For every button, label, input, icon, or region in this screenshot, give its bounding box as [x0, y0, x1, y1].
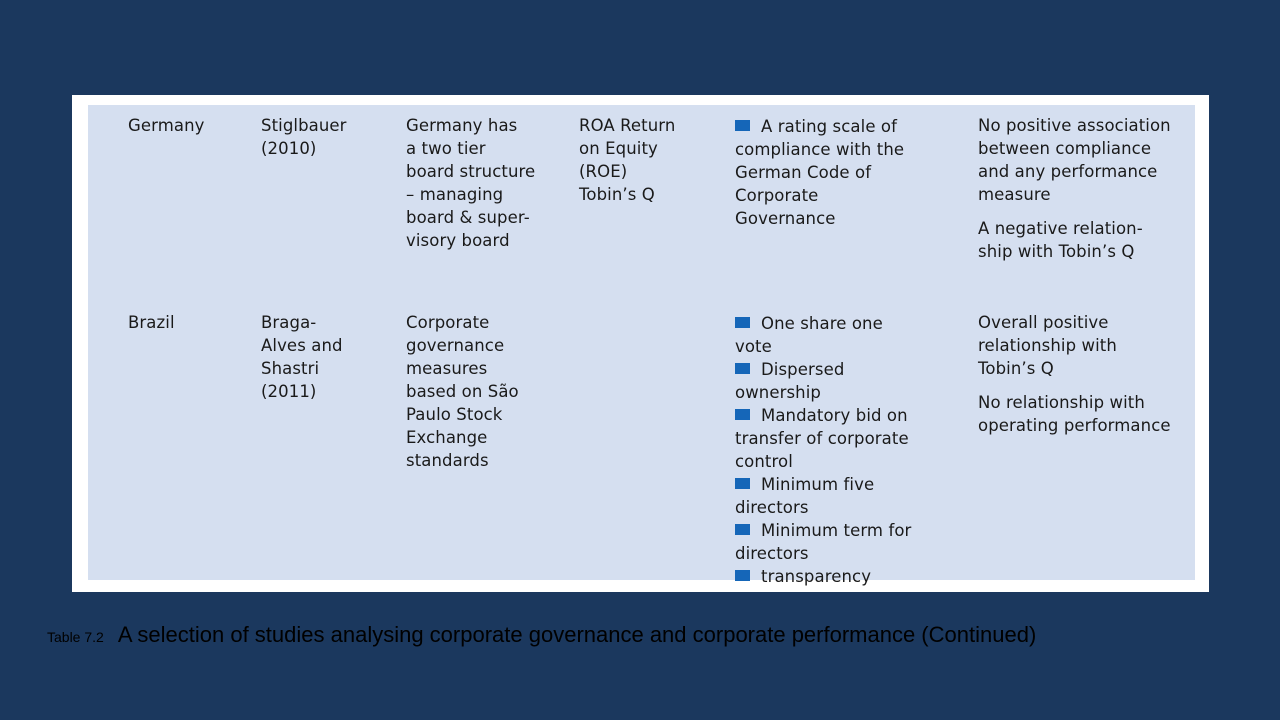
findings-line: Overall positive — [978, 313, 1109, 332]
row-germany-measure — [579, 114, 675, 206]
findings-line: ship with Tobin’s Q — [978, 242, 1135, 261]
country-text: Brazil — [128, 313, 175, 332]
findings-paragraph — [978, 114, 1171, 206]
square-bullet-icon — [735, 524, 750, 535]
country-text: Germany — [128, 116, 205, 135]
measure-line: (ROE) — [579, 162, 628, 181]
governance-bullet — [735, 473, 911, 496]
governance-bullet — [735, 358, 911, 381]
findings-line: measure — [978, 185, 1051, 204]
bullet-text: Governance — [735, 209, 836, 228]
description-line: – managing — [406, 185, 504, 204]
author-line: Stiglbauer — [261, 116, 347, 135]
findings-line: and any performance — [978, 162, 1158, 181]
caption-number: Table 7.2 — [47, 629, 104, 645]
bullet-text: vote — [735, 337, 772, 356]
row-brazil-description — [406, 311, 519, 472]
governance-bullet — [735, 565, 911, 588]
row-brazil-author — [261, 311, 343, 403]
author-line: (2011) — [261, 382, 317, 401]
findings-line: No relationship with — [978, 393, 1145, 412]
square-bullet-icon — [735, 570, 750, 581]
governance-bullet — [735, 404, 911, 427]
caption-title: A selection of studies analysing corporate governance and corporate performance (Continued) — [117, 622, 1037, 647]
measure-line: ROA Return — [579, 116, 676, 135]
findings-line: A negative relation- — [978, 219, 1143, 238]
description-line: board structure — [406, 162, 536, 181]
description-line: measures — [406, 359, 488, 378]
row-germany-description — [406, 114, 535, 252]
author-line: Shastri — [261, 359, 320, 378]
square-bullet-icon — [735, 409, 750, 420]
row-brazil-findings — [978, 311, 1171, 448]
findings-line: between compliance — [978, 139, 1152, 158]
findings-line: Tobin’s Q — [978, 359, 1054, 378]
author-line: Braga- — [261, 313, 317, 332]
square-bullet-icon — [735, 363, 750, 374]
bullet-text: Dispersed — [761, 360, 845, 379]
bullet-text: Corporate — [735, 186, 819, 205]
description-line: based on São — [406, 382, 519, 401]
square-bullet-icon — [735, 120, 750, 131]
description-line: Germany has — [406, 116, 518, 135]
author-line: Alves and — [261, 336, 343, 355]
bullet-text: transfer of corporate — [735, 429, 909, 448]
governance-bullet — [735, 312, 911, 335]
table-frame — [72, 95, 1209, 592]
measure-line: on Equity — [579, 139, 658, 158]
bullet-text: A rating scale of — [761, 117, 898, 136]
findings-line: relationship with — [978, 336, 1117, 355]
findings-paragraph — [978, 391, 1171, 437]
description-line: governance — [406, 336, 505, 355]
description-line: Paulo Stock — [406, 405, 503, 424]
governance-bullet — [735, 115, 904, 138]
table-panel — [88, 105, 1195, 586]
row-brazil-country — [128, 311, 175, 334]
bullet-text: German Code of — [735, 163, 872, 182]
bullet-text: control — [735, 452, 793, 471]
bullet-text: One share one — [761, 314, 883, 333]
description-line: a two tier — [406, 139, 486, 158]
bullet-text: Mandatory bid on — [761, 406, 908, 425]
bullet-text: Minimum term for — [761, 521, 912, 540]
author-line: (2010) — [261, 139, 317, 158]
bullet-text: compliance with the — [735, 140, 905, 159]
findings-line: No positive association — [978, 116, 1171, 135]
description-line: board & super- — [406, 208, 530, 227]
description-line: Exchange — [406, 428, 488, 447]
table-caption — [47, 622, 1036, 648]
bullet-text: ownership — [735, 383, 821, 402]
square-bullet-icon — [735, 317, 750, 328]
row-brazil-governance — [735, 312, 911, 588]
findings-paragraph — [978, 217, 1171, 263]
bullet-text: directors — [735, 544, 809, 563]
row-germany-country — [128, 114, 205, 137]
bullet-text: Minimum five — [761, 475, 875, 494]
bullet-text: transparency — [761, 567, 872, 586]
description-line: visory board — [406, 231, 510, 250]
findings-paragraph — [978, 311, 1171, 380]
governance-bullet — [735, 519, 911, 542]
description-line: standards — [406, 451, 489, 470]
bullet-text: directors — [735, 498, 809, 517]
row-germany-governance — [735, 115, 904, 230]
square-bullet-icon — [735, 478, 750, 489]
findings-line: operating performance — [978, 416, 1171, 435]
description-line: Corporate — [406, 313, 490, 332]
measure-line: Tobin’s Q — [579, 185, 655, 204]
row-germany-author — [261, 114, 347, 160]
row-germany-findings — [978, 114, 1171, 274]
